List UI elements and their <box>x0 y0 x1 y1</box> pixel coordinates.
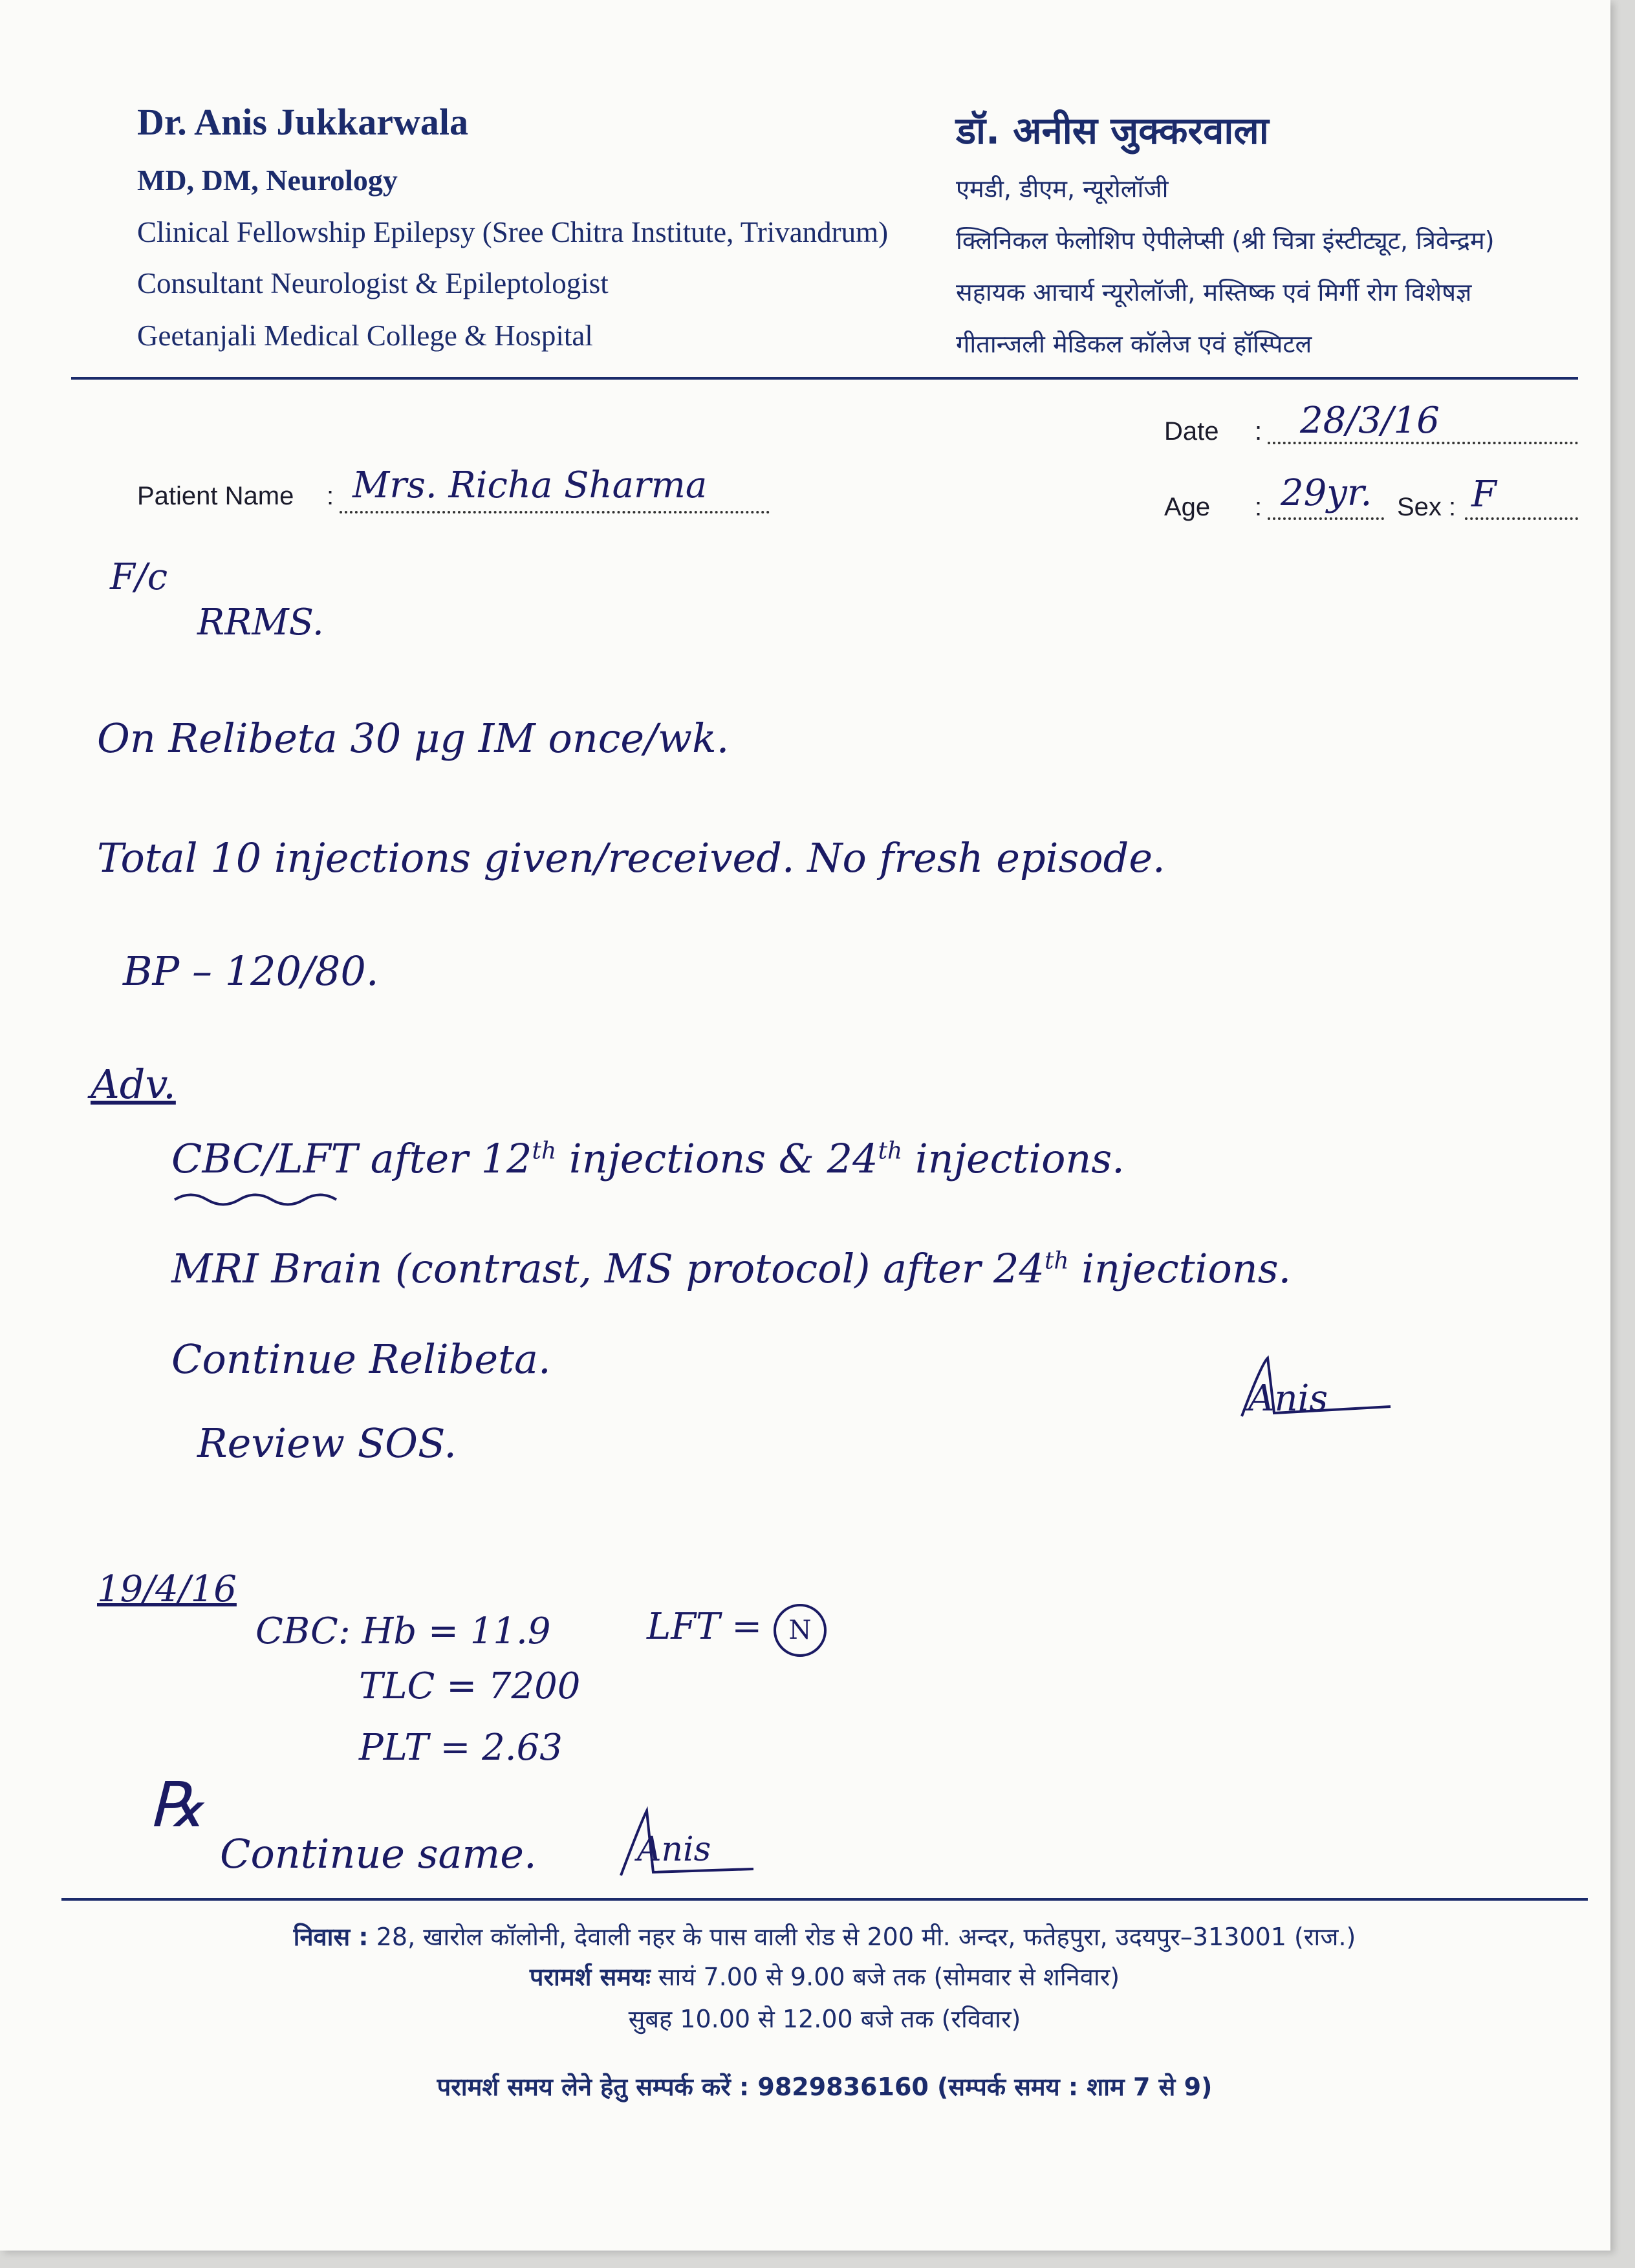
patient-name-label: Patient Name <box>137 482 294 510</box>
date-colon: : <box>1255 417 1262 446</box>
doctor-name-hi: डॉ. अनीस जुक्करवाला <box>956 109 1269 153</box>
advice-line-4: Review SOS. <box>197 1420 457 1467</box>
footer-timing-1 <box>61 1960 1588 1993</box>
followup-date: 19/4/16 <box>97 1568 237 1610</box>
signature-1-stroke <box>1235 1345 1397 1429</box>
advice-1-sup-1: th <box>532 1138 557 1165</box>
signature-2-stroke <box>614 1798 763 1882</box>
followup-cbc: CBC: Hb = 11.9 <box>255 1610 551 1652</box>
signature-1: Anis <box>1248 1377 1328 1420</box>
diagnosis-note: RRMS. <box>197 601 324 643</box>
advice-line-3: Continue Relibeta. <box>171 1335 551 1383</box>
doctor-degrees-hi: एमडी, डीएम, न्यूरोलॉजी <box>956 175 1169 203</box>
doctor-degrees-en: MD, DM, Neurology <box>137 164 398 197</box>
therapy-note: On Relibeta 30 μg IM once/wk. <box>97 715 730 762</box>
age-value: 29yr. <box>1281 472 1372 514</box>
bp-note: BP – 120/80. <box>123 947 379 995</box>
footer-timing-2: सुबह 10.00 से 12.00 बजे तक (रविवार) <box>628 2005 1021 2033</box>
advice-1-sup-2: th <box>878 1138 903 1165</box>
footer-divider <box>61 1898 1588 1901</box>
doctor-affiliation-hi: गीतान्जली मेडिकल कॉलेज एवं हॉस्पिटल <box>956 330 1312 358</box>
rx-symbol: ℞ <box>149 1769 205 1841</box>
age-label: Age <box>1164 493 1211 521</box>
doctor-role-en: Consultant Neurologist & Epileptologist <box>137 267 609 299</box>
date-label: Date <box>1164 417 1219 446</box>
contact-phone: 9829836160 <box>749 2073 929 2101</box>
header-divider <box>71 377 1578 380</box>
sex-dotted-line <box>1465 517 1578 520</box>
patient-name-value: Mrs. Richa Sharma <box>352 464 708 506</box>
footer-contact <box>61 2069 1588 2103</box>
age-dotted-line <box>1268 517 1384 520</box>
address-label: निवास : <box>293 1923 369 1951</box>
advice-2-sup: th <box>1044 1247 1069 1275</box>
followup-tlc: TLC = 7200 <box>359 1665 581 1707</box>
followup-continue: Continue same. <box>220 1830 537 1877</box>
followup-plt: PLT = 2.63 <box>359 1727 563 1769</box>
advice-1-part-a: CBC/LFT after 12 <box>171 1135 532 1182</box>
contact-label: परामर्श समय लेने हेतु सम्पर्क करें : <box>437 2073 750 2101</box>
timing-label: परामर्श समयः <box>529 1963 651 1991</box>
footer-address <box>61 1919 1588 1953</box>
timing-weekday: सायं 7.00 से 9.00 बजे तक (सोमवार से शनिवार) <box>650 1963 1120 1991</box>
advice-line-2 <box>171 1245 1291 1292</box>
date-dotted-line <box>1268 442 1578 444</box>
sex-value: F <box>1471 473 1497 515</box>
advice-label: Adv. <box>91 1061 176 1108</box>
followup-lft <box>647 1604 827 1657</box>
injections-note: Total 10 injections given/received. No fresh episode. <box>97 834 1165 881</box>
advice-squiggle-underline <box>171 1190 352 1209</box>
doctor-name-en: Dr. Anis Jukkarwala <box>137 101 468 143</box>
advice-line-1 <box>171 1135 1125 1182</box>
patient-name-colon: : <box>327 482 334 510</box>
address-text: 28, खारोल कॉलोनी, देवाली नहर के पास वाली रोड से 200 मी. अन्दर, फतेहपुरा, उदयपुर–313001 (राज.) <box>368 1923 1356 1951</box>
fc-note: F/c <box>110 556 168 598</box>
advice-2-part-a: MRI Brain (contrast, MS protocol) after 24 <box>171 1245 1045 1292</box>
patient-name-dotted-line <box>340 511 770 513</box>
doctor-fellowship-en: Clinical Fellowship Epilepsy (Sree Chitra Institute, Trivandrum) <box>137 216 889 248</box>
date-value: 28/3/16 <box>1300 400 1440 442</box>
doctor-role-hi: सहायक आचार्य न्यूरोलॉजी, मस्तिष्क एवं मिर्गी रोग विशेषज्ञ <box>956 278 1472 307</box>
signature-2: Anis <box>637 1830 711 1869</box>
doctor-affiliation-en: Geetanjali Medical College & Hospital <box>137 319 593 352</box>
age-colon: : <box>1255 493 1262 521</box>
contact-hours: (सम्पर्क समय : शाम 7 से 9) <box>928 2073 1213 2101</box>
advice-1-part-b: injections & 24 <box>556 1135 878 1182</box>
advice-1-part-c: injections. <box>902 1135 1125 1182</box>
lft-normal-circle: N <box>774 1604 827 1657</box>
doctor-fellowship-hi: क्लिनिकल फेलोशिप ऐपीलेप्सी (श्री चित्रा इंस्टीट्यूट, त्रिवेन्द्रम) <box>956 226 1495 255</box>
sex-label: Sex : <box>1397 493 1456 521</box>
lft-label: LFT = <box>647 1606 763 1648</box>
advice-2-part-b: injections. <box>1068 1245 1292 1292</box>
